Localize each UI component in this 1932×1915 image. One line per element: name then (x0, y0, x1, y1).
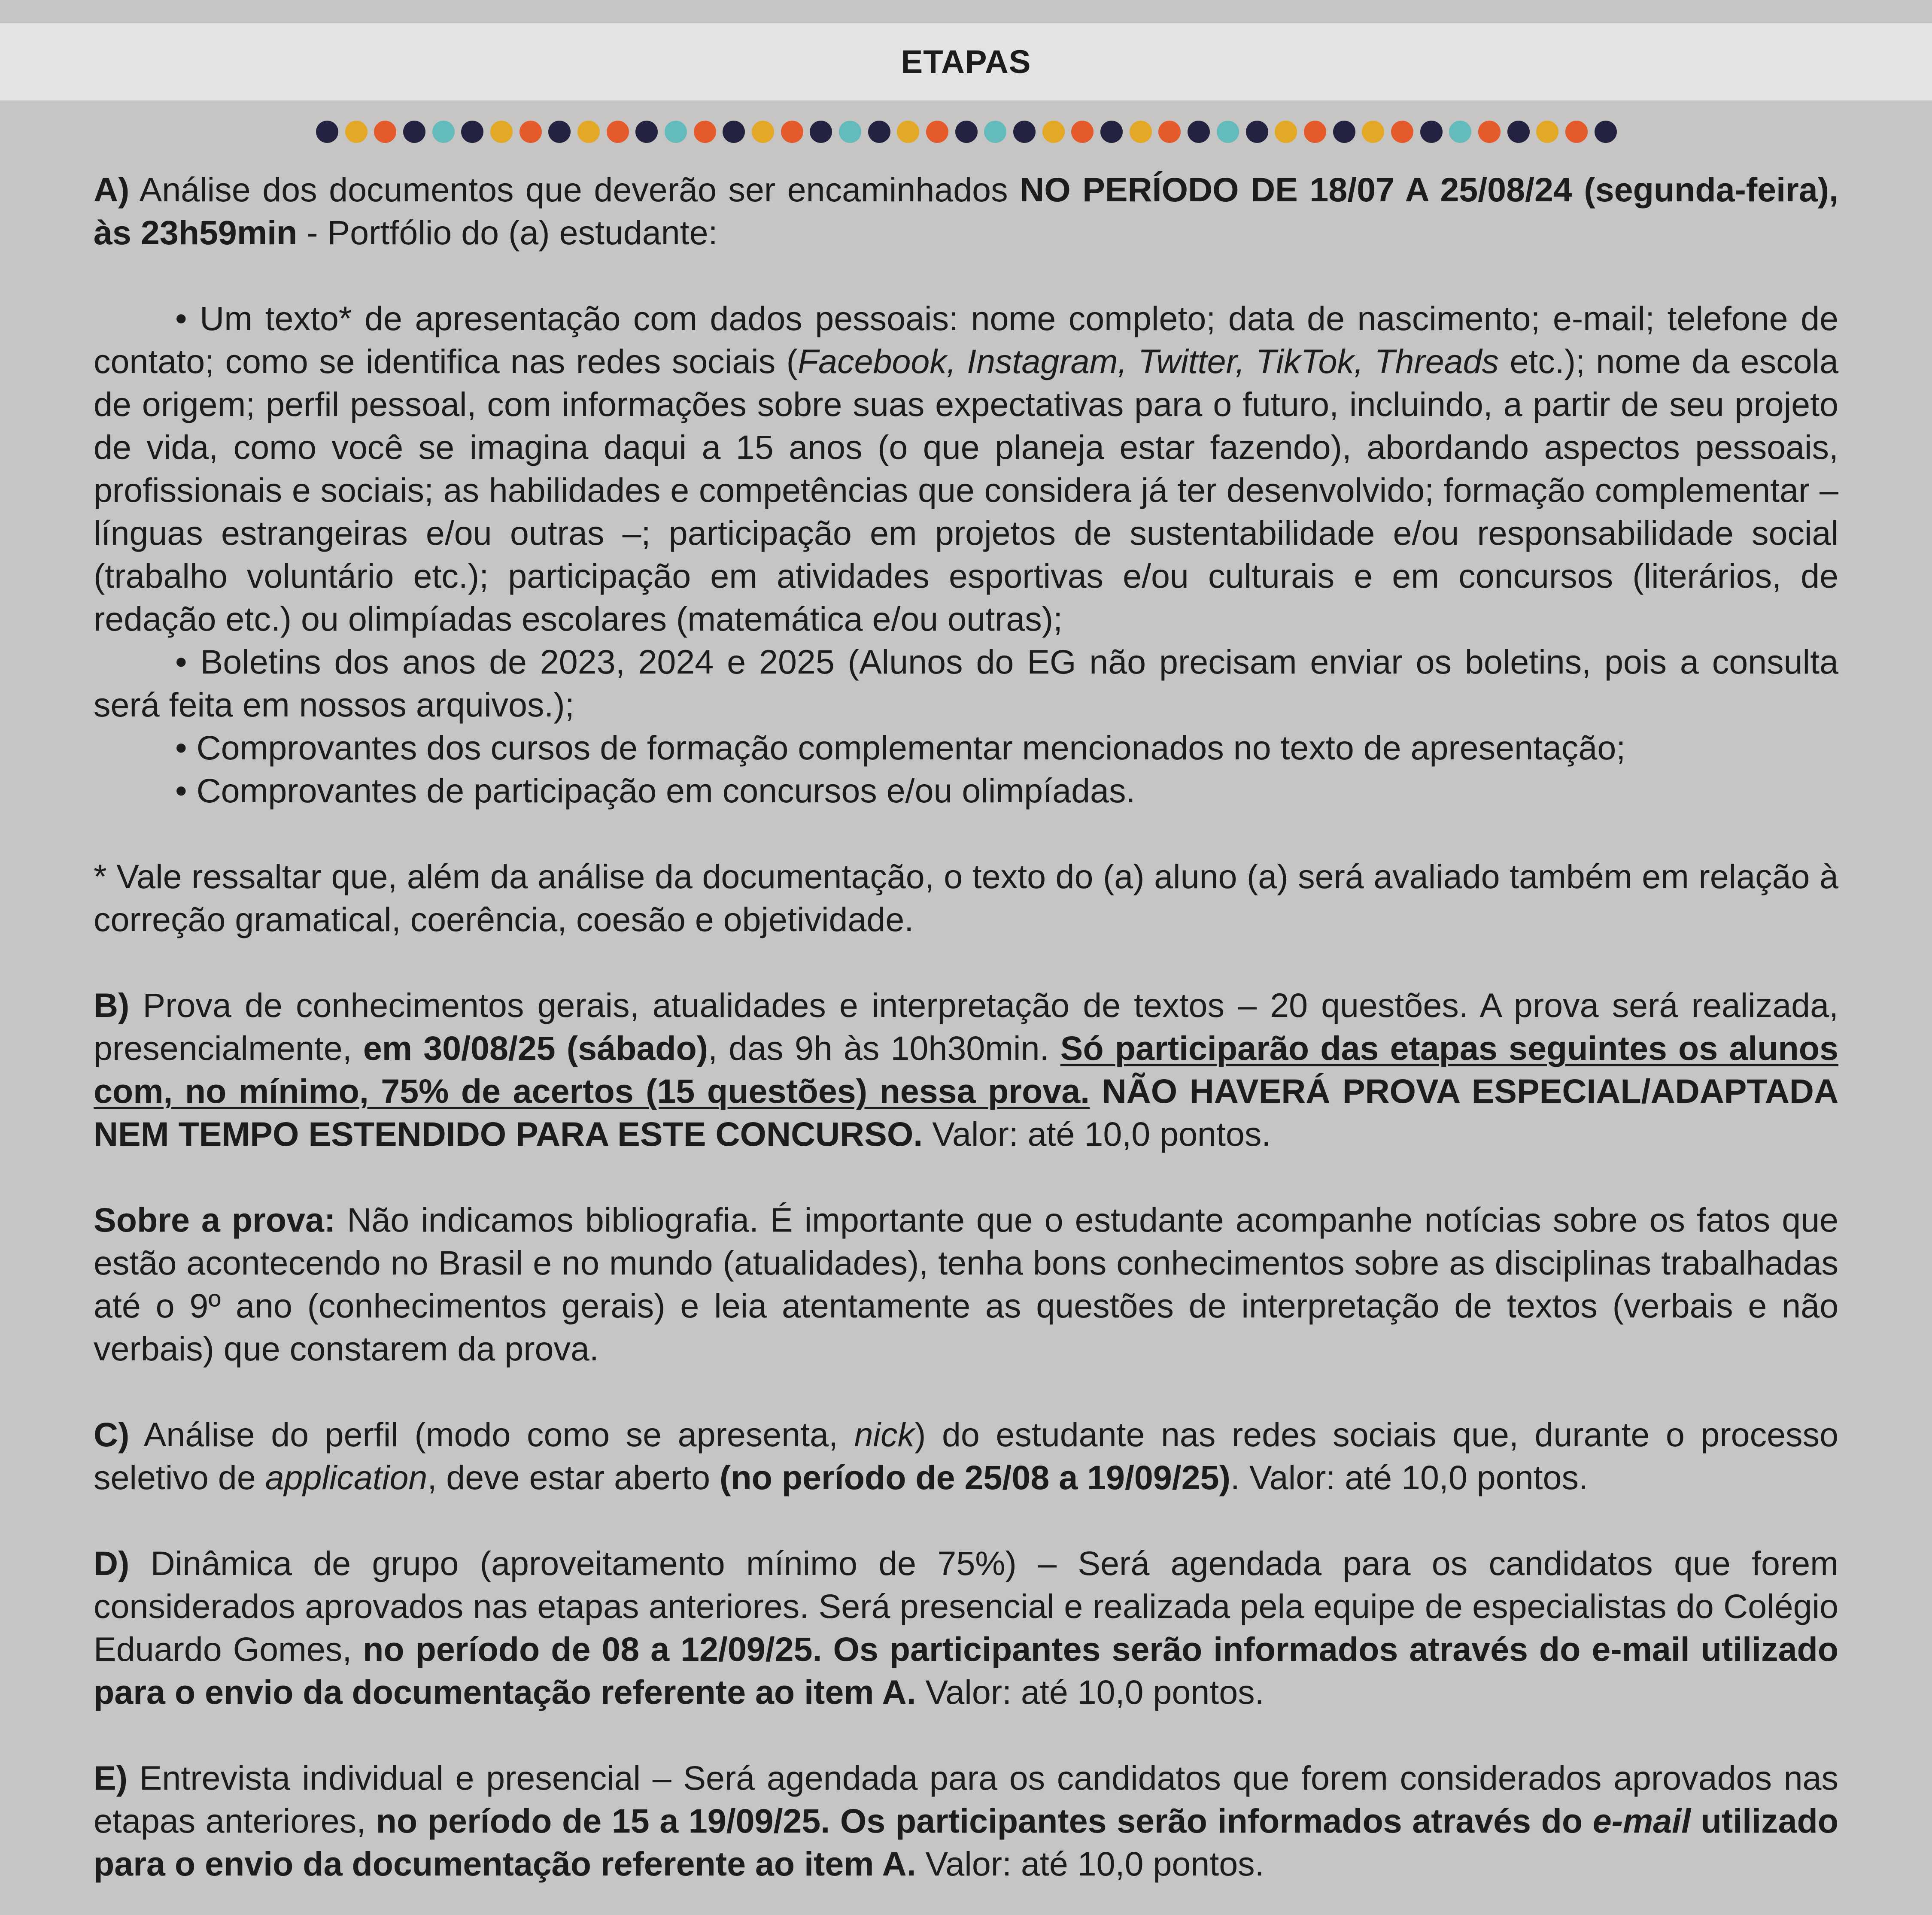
about-exam-text: Não indicamos bibliografia. É importante que o estudante acompanhe notícias sobre os fatos que estão acontecendo no Brasil e no mundo (atualidades), tenha bons conhecimentos sobre as disciplinas trabalhadas até o 9º ano (conhecimentos gerais) e leia atentamente as questões de interpretação de textos (verbais e não verbais) que constarem da prova. (94, 1201, 1838, 1368)
spacer (94, 812, 1838, 855)
section-b-paragraph (94, 984, 1838, 1156)
spacer (94, 1499, 1838, 1542)
decorative-dot (752, 121, 774, 143)
decorative-dot (432, 121, 455, 143)
decorative-dot (1275, 121, 1297, 143)
section-a-tail: - Portfólio do (a) estudante: (297, 213, 718, 252)
section-e-bold-1: no período de 15 a 19/09/25. Os participantes serão informados através do (376, 1802, 1593, 1840)
decorative-dot (810, 121, 832, 143)
header-bar (0, 23, 1932, 100)
spacer (94, 1714, 1838, 1757)
decorative-dot (1042, 121, 1065, 143)
section-b-time: , das 9h às 10h30min. (708, 1029, 1060, 1067)
decorative-dot (897, 121, 919, 143)
section-a-bullet-text (94, 297, 1838, 640)
decorative-dot (781, 121, 803, 143)
about-exam-label: Sobre a prova: (94, 1201, 336, 1239)
spacer (94, 1156, 1838, 1199)
section-a-bullet-course-proofs: • Comprovantes dos cursos de formação complementar mencionados no texto de apresentação; (175, 728, 1626, 767)
decorative-dot (1420, 121, 1443, 143)
decorative-dot (548, 121, 571, 143)
decorative-dot (1595, 121, 1617, 143)
decorative-dot (1507, 121, 1530, 143)
section-b-value: Valor: até 10,0 pontos. (923, 1115, 1271, 1153)
decorative-dot (607, 121, 629, 143)
decorative-dot (316, 121, 338, 143)
spacer (94, 941, 1838, 984)
section-c-period: (no período de 25/08 a 19/09/25) (720, 1458, 1230, 1496)
section-b-letter: B) (94, 986, 130, 1024)
decorative-dot (461, 121, 483, 143)
decorative-dot (1449, 121, 1471, 143)
section-c-application: application (265, 1458, 428, 1496)
decorative-dot (1536, 121, 1558, 143)
bullet-text-part1: • Um texto* de apresentação com dados pessoais: nome completo; data de nascimento; e-mail; telefone de contato; como se identifica nas redes sociais ( (94, 299, 1838, 380)
decorative-dots-row (316, 118, 1617, 145)
decorative-dot (519, 121, 542, 143)
decorative-dot (1188, 121, 1210, 143)
section-c-value: . Valor: até 10,0 pontos. (1230, 1458, 1588, 1496)
decorative-dot (577, 121, 600, 143)
decorative-dot (955, 121, 978, 143)
section-a-paragraph (94, 168, 1838, 254)
section-c-nick: nick (854, 1415, 915, 1454)
section-c-letter: C) (94, 1415, 130, 1454)
section-a-note: * Vale ressaltar que, além da análise da documentação, o texto do (a) aluno (a) será avaliado também em relação à correção gramatical, coerência, coesão e objetividade. (94, 857, 1838, 938)
section-a-bullet-contest-proofs: • Comprovantes de participação em concursos e/ou olimpíadas. (175, 771, 1136, 810)
decorative-dot (1217, 121, 1239, 143)
section-d-text: Dinâmica de grupo (aproveitamento mínimo de 75%) – Será agendada para os candidatos que forem considerados aprovados nas etapas anteriores. Será presencial e realizada pela equipe de especialistas do Colégio Eduardo Gomes, (94, 1544, 1838, 1668)
page-title: ETAPAS (901, 43, 1031, 80)
decorative-dot (1362, 121, 1384, 143)
section-e-email: e-mail (1592, 1802, 1691, 1840)
spacer (94, 1370, 1838, 1413)
decorative-dot (1158, 121, 1181, 143)
decorative-dot (374, 121, 396, 143)
section-b-requirement: Só participarão das etapas seguintes os alunos com, no mínimo, 75% de acertos (15 questões) nessa prova. (94, 1029, 1838, 1110)
decorative-dot (1478, 121, 1501, 143)
decorative-dot (345, 121, 368, 143)
decorative-dot (1333, 121, 1355, 143)
decorative-dot (1013, 121, 1036, 143)
decorative-dot (403, 121, 425, 143)
decorative-dot (1304, 121, 1326, 143)
bullet-text-part2: etc.); nome da escola de origem; perfil pessoal, com informações sobre suas expectativas para o futuro, incluindo, a partir de seu projeto de vida, como você se imagina daqui a 15 anos (o que planeja estar fazendo), abordando aspectos pessoais, profissionais e sociais; as habilidades e competências que considera já ter desenvolvido; formação complementar – línguas estrangeiras e/ou outras –; participação em projetos de sustentabilidade e/ou responsabilidade social (trabalho voluntário etc.); participação em atividades esportivas e/ou culturais e em concursos (literários, de redação etc.) ou olimpíadas escolares (matemática e/ou outras); (94, 342, 1838, 638)
decorative-dot (1565, 121, 1588, 143)
decorative-dot (723, 121, 745, 143)
section-d-paragraph (94, 1542, 1838, 1714)
decorative-dot (839, 121, 861, 143)
decorative-dot (984, 121, 1006, 143)
section-c-text-2: ) do estudante nas redes sociais que, durante o processo seletivo de (94, 1415, 1838, 1496)
section-a-deadline: NO PERÍODO DE 18/07 A 25/08/24 (segunda-feira), às 23h59min (94, 170, 1838, 252)
decorative-dot (490, 121, 513, 143)
section-b-date: em 30/08/25 (sábado) (363, 1029, 708, 1067)
section-c-text-1: Análise do perfil (modo como se apresenta, (129, 1415, 854, 1454)
document-body (94, 168, 1838, 1885)
section-b-notice: NÃO HAVERÁ PROVA ESPECIAL/ADAPTADA NEM TEMPO ESTENDIDO PARA ESTE CONCURSO. (94, 1072, 1838, 1153)
decorative-dot (1100, 121, 1123, 143)
spacer (94, 254, 1838, 297)
section-d-bold: no período de 08 a 12/09/25. Os participantes serão informados através do e-mail utilizado para o envio da documentação referente ao item A. (94, 1630, 1839, 1711)
decorative-dot (1130, 121, 1152, 143)
section-c-paragraph (94, 1413, 1838, 1499)
decorative-dot (694, 121, 716, 143)
bullet-text-social-networks: Facebook, Instagram, Twitter, TikTok, Threads (797, 342, 1499, 380)
decorative-dot (635, 121, 658, 143)
section-e-value: Valor: até 10,0 pontos. (916, 1845, 1264, 1883)
section-b-intro: Prova de conhecimentos gerais, atualidades e interpretação de textos – 20 questões. A prova será realizada, presencialmente, (94, 986, 1838, 1067)
about-exam-paragraph (94, 1199, 1838, 1370)
section-a-bullet-report-cards: • Boletins dos anos de 2023, 2024 e 2025 (Alunos do EG não precisam enviar os boletins, pois a consulta será feita em nossos arquivos.); (94, 643, 1838, 724)
decorative-dot (926, 121, 948, 143)
decorative-dot (665, 121, 687, 143)
decorative-dot (1391, 121, 1413, 143)
section-d-letter: D) (94, 1544, 130, 1582)
section-e-bold-2: utilizado para o envio da documentação referente ao item A. (94, 1802, 1838, 1883)
decorative-dot (1071, 121, 1094, 143)
section-d-value: Valor: até 10,0 pontos. (916, 1673, 1264, 1711)
section-e-paragraph (94, 1757, 1838, 1885)
section-e-letter: E) (94, 1759, 128, 1797)
section-a-intro: Análise dos documentos que deverão ser encaminhados (129, 170, 1020, 209)
section-c-text-3: , deve estar aberto (427, 1458, 720, 1496)
section-a-letter: A) (94, 170, 130, 209)
decorative-dot (1246, 121, 1268, 143)
section-e-text: Entrevista individual e presencial – Será agendada para os candidatos que forem considerados aprovados nas etapas anteriores, (94, 1759, 1838, 1840)
decorative-dot (868, 121, 890, 143)
